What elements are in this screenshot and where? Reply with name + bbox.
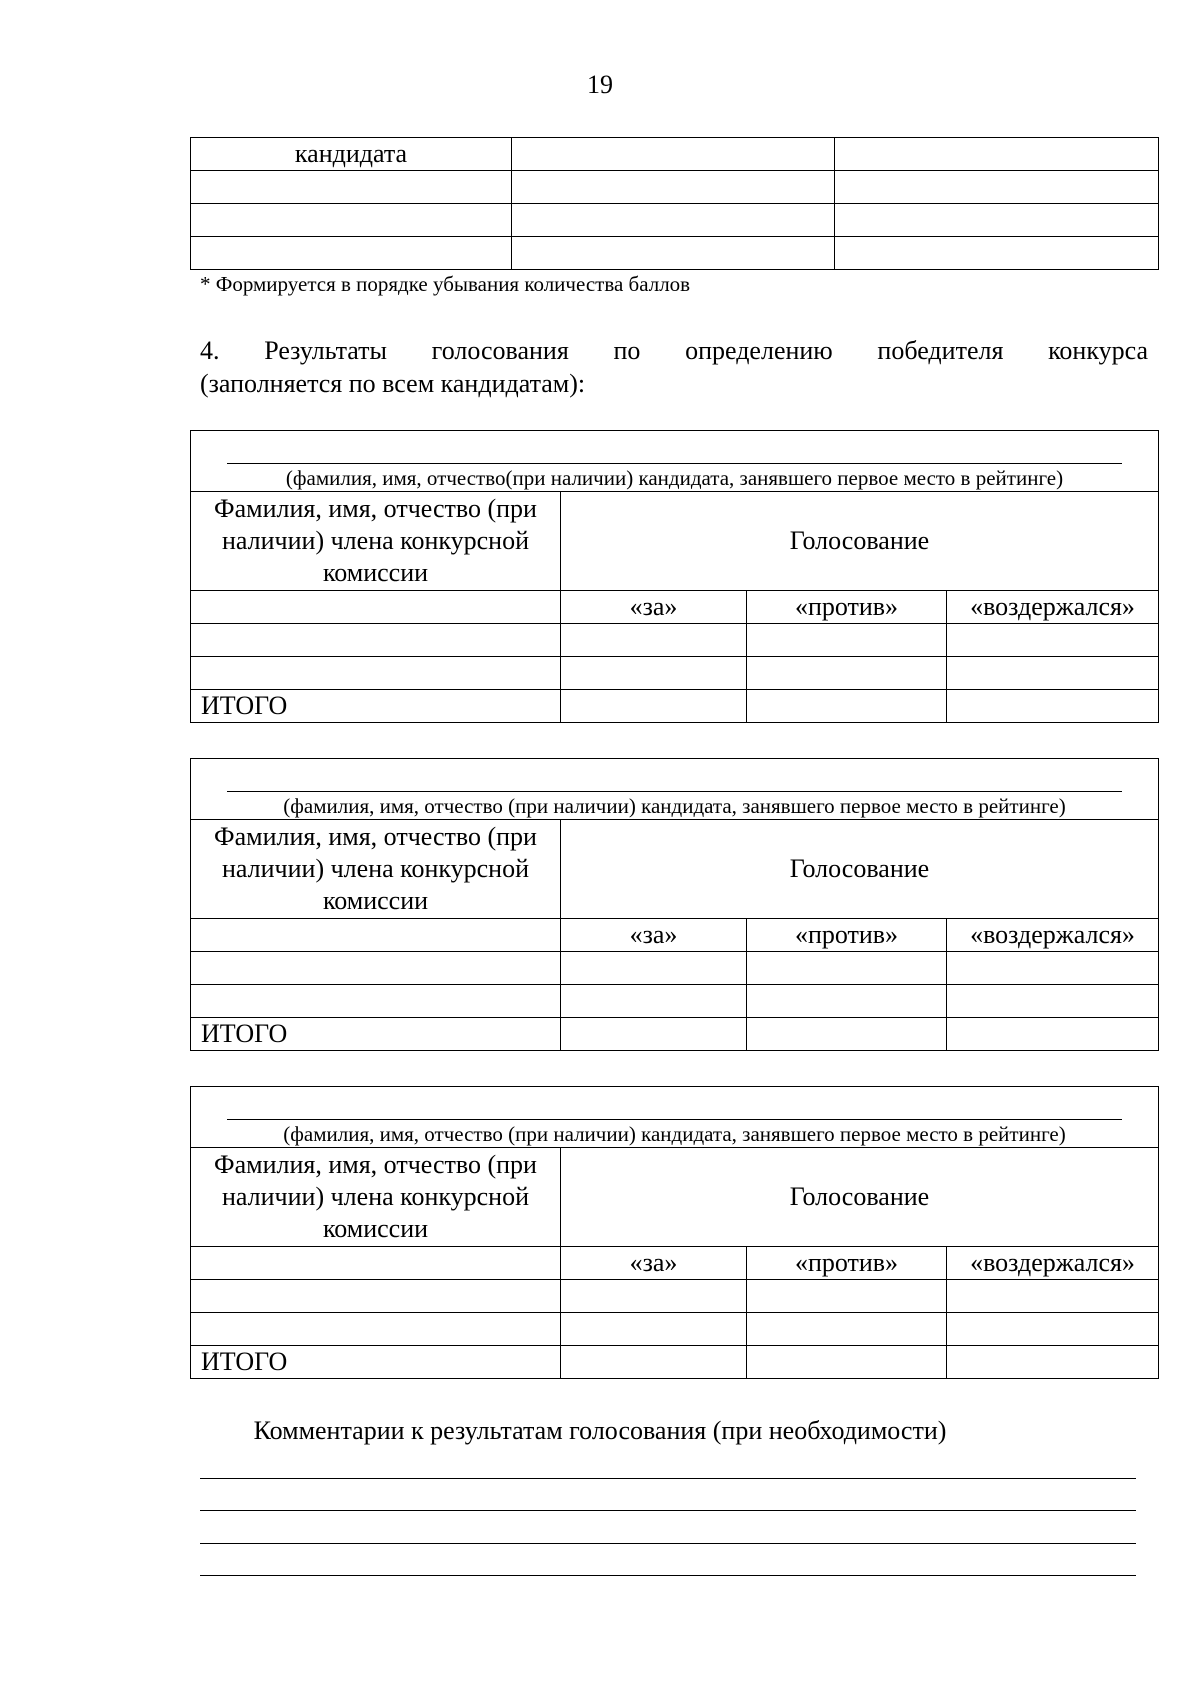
member-header: Фамилия, имя, отчество (при наличии) члена конкурсной комиссии <box>191 492 561 591</box>
vote-table <box>190 430 1159 723</box>
table-cell[interactable] <box>747 624 947 657</box>
table-cell[interactable] <box>835 237 1159 270</box>
table-row <box>191 1280 1159 1313</box>
table-cell[interactable] <box>512 204 835 237</box>
table-cell[interactable] <box>747 1346 947 1379</box>
table-cell[interactable] <box>191 624 561 657</box>
comments-title: Комментарии к результатам голосования (при необходимости) <box>253 1416 947 1445</box>
member-header: Фамилия, имя, отчество (при наличии) члена конкурсной комиссии <box>191 820 561 919</box>
table-cell[interactable] <box>191 171 512 204</box>
table-cell[interactable] <box>747 985 947 1018</box>
table-row <box>191 919 1159 952</box>
table-cell[interactable] <box>191 237 512 270</box>
table-row <box>191 431 1159 492</box>
table-cell[interactable] <box>561 952 747 985</box>
section-heading-continuation: (заполняется по всем кандидатам): <box>200 369 586 398</box>
winner-name-line <box>227 1119 1122 1120</box>
rating-table <box>190 137 1159 270</box>
winner-name-cell[interactable] <box>191 1087 1159 1148</box>
table-cell[interactable] <box>561 1346 747 1379</box>
winner-name-cell[interactable] <box>191 431 1159 492</box>
table-cell[interactable] <box>747 1313 947 1346</box>
table-cell[interactable] <box>561 1018 747 1051</box>
table-row <box>191 1346 1159 1379</box>
table-cell[interactable] <box>191 1313 561 1346</box>
table-row <box>191 690 1159 723</box>
table-cell[interactable] <box>512 171 835 204</box>
table-row <box>191 1148 1159 1247</box>
comment-line[interactable] <box>200 1575 1136 1576</box>
page-number: 19 <box>587 70 613 99</box>
table-cell[interactable] <box>191 952 561 985</box>
rating-head-cell: кандидата <box>191 138 512 171</box>
table-row <box>191 820 1159 919</box>
option-for: «за» <box>561 919 747 952</box>
option-abstained: «воздержался» <box>947 1247 1159 1280</box>
table-row <box>191 657 1159 690</box>
table-row <box>191 624 1159 657</box>
table-cell[interactable] <box>747 1280 947 1313</box>
comment-line[interactable] <box>200 1478 1136 1479</box>
table-cell[interactable] <box>191 204 512 237</box>
winner-name-cell[interactable] <box>191 759 1159 820</box>
table-cell[interactable] <box>947 690 1159 723</box>
table-cell[interactable] <box>191 1247 561 1280</box>
total-label: ИТОГО <box>191 1346 561 1379</box>
table-cell[interactable] <box>561 1280 747 1313</box>
vote-table <box>190 1086 1159 1379</box>
table-row <box>191 759 1159 820</box>
table-row <box>191 985 1159 1018</box>
option-for: «за» <box>561 591 747 624</box>
table-row <box>191 1247 1159 1280</box>
table-cell[interactable] <box>191 985 561 1018</box>
table-cell[interactable] <box>835 171 1159 204</box>
table-cell[interactable] <box>191 591 561 624</box>
table-row <box>191 591 1159 624</box>
table-cell[interactable] <box>747 690 947 723</box>
table-cell[interactable] <box>747 657 947 690</box>
table-cell[interactable] <box>947 1280 1159 1313</box>
footnote: * Формируется в порядке убывания количества баллов <box>200 272 691 296</box>
table-cell[interactable] <box>947 1018 1159 1051</box>
table-cell[interactable] <box>947 657 1159 690</box>
section-heading: 4. Результаты голосования по определению победителя конкурса <box>200 336 1148 365</box>
table-cell[interactable] <box>947 952 1159 985</box>
option-for: «за» <box>561 1247 747 1280</box>
table-cell[interactable] <box>947 1313 1159 1346</box>
voting-header: Голосование <box>561 1148 1159 1247</box>
option-against: «против» <box>747 1247 947 1280</box>
option-against: «против» <box>747 919 947 952</box>
table-row <box>191 171 1159 204</box>
winner-name-line <box>227 791 1122 792</box>
table-cell[interactable] <box>835 204 1159 237</box>
table-cell[interactable] <box>512 237 835 270</box>
comment-line[interactable] <box>200 1510 1136 1511</box>
member-header: Фамилия, имя, отчество (при наличии) члена конкурсной комиссии <box>191 1148 561 1247</box>
table-row <box>191 237 1159 270</box>
table-row <box>191 492 1159 591</box>
table-cell[interactable] <box>191 1280 561 1313</box>
table-row <box>191 204 1159 237</box>
total-label: ИТОГО <box>191 690 561 723</box>
table-cell[interactable] <box>191 919 561 952</box>
winner-caption: (фамилия, имя, отчество (при наличии) кандидата, занявшего первое место в рейтинге) <box>283 1121 1066 1146</box>
table-cell[interactable] <box>747 1018 947 1051</box>
table-cell[interactable] <box>561 985 747 1018</box>
table-cell[interactable] <box>561 690 747 723</box>
option-abstained: «воздержался» <box>947 919 1159 952</box>
table-cell[interactable] <box>747 952 947 985</box>
winner-caption: (фамилия, имя, отчество (при наличии) кандидата, занявшего первое место в рейтинге) <box>283 793 1066 818</box>
table-row <box>191 952 1159 985</box>
table-cell[interactable] <box>947 985 1159 1018</box>
table-row <box>191 138 1159 171</box>
table-cell[interactable] <box>191 657 561 690</box>
voting-header: Голосование <box>561 820 1159 919</box>
total-label: ИТОГО <box>191 1018 561 1051</box>
voting-header: Голосование <box>561 492 1159 591</box>
table-cell[interactable] <box>947 624 1159 657</box>
table-cell[interactable] <box>512 138 835 171</box>
table-cell[interactable] <box>835 138 1159 171</box>
winner-caption: (фамилия, имя, отчество(при наличии) кандидата, занявшего первое место в рейтинге) <box>285 465 1064 490</box>
table-cell[interactable] <box>947 1346 1159 1379</box>
option-against: «против» <box>747 591 947 624</box>
vote-table <box>190 758 1159 1051</box>
table-row <box>191 1018 1159 1051</box>
table-cell[interactable] <box>561 657 747 690</box>
table-cell[interactable] <box>561 624 747 657</box>
option-abstained: «воздержался» <box>947 591 1159 624</box>
table-row <box>191 1313 1159 1346</box>
table-cell[interactable] <box>561 1313 747 1346</box>
comment-line[interactable] <box>200 1543 1136 1544</box>
winner-name-line <box>227 463 1122 464</box>
table-row <box>191 1087 1159 1148</box>
